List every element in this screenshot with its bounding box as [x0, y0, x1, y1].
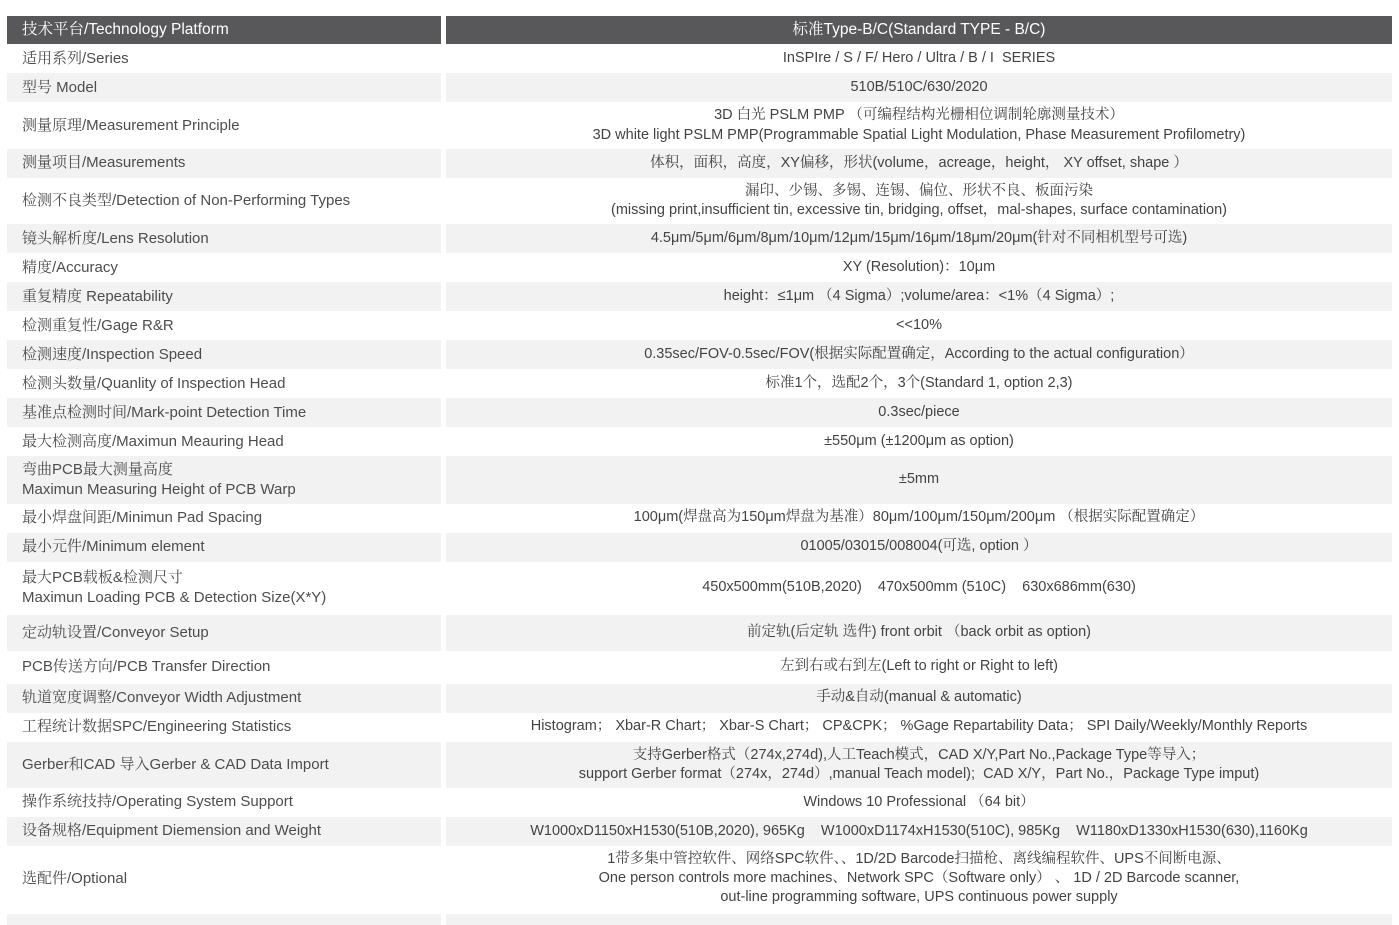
partial-value-cell [446, 914, 1392, 925]
row-label: 设备规格/Equipment Diemension and Weight [7, 817, 441, 846]
row-label: 最大检测高度/Maximun Meauring Head [22, 432, 284, 450]
row-label: 镜头解析度/Lens Resolution [7, 224, 441, 253]
table-row [7, 713, 1392, 742]
row-label: 型号 Model [7, 73, 441, 102]
row-label: 检测头数量/Quanlity of Inspection Head [22, 374, 286, 392]
row-value: ±5mm [446, 456, 1392, 504]
table-row [7, 44, 1392, 73]
header-platform-cell: 技术平台/Technology Platform [7, 16, 441, 44]
row-label: 测量项目/Measurements [7, 149, 441, 178]
row-value: InSPIre / S / F/ Hero / Ultra / B / I SERIES [782, 50, 1056, 67]
table-row [7, 504, 1392, 533]
row-value: 体积，面积，高度，XY偏移，形状(volume，acreage，height， XY offset, shape ） [446, 149, 1392, 178]
row-value: 01005/03015/008004(可选, option ） [446, 533, 1392, 562]
table-row [7, 562, 1392, 615]
row-value: 0.3sec/piece [446, 398, 1392, 427]
row-label: 检测不良类型/Detection of Non-Performing Types [22, 191, 351, 209]
table-row [7, 427, 1392, 456]
table-row [7, 456, 1392, 504]
table-row [7, 340, 1392, 369]
table-row [7, 615, 1392, 651]
partial-label-cell [7, 914, 441, 925]
row-value: 左到右或右到左(Left to right or Right to left) [780, 658, 1058, 675]
row-label: Gerber和CAD 导入Gerber & CAD Data Import [7, 742, 441, 788]
row-label: 最小焊盘间距/Minimun Pad Spacing [22, 509, 263, 527]
table-row [7, 788, 1392, 817]
table-row [7, 817, 1392, 846]
spec-rows [7, 44, 1392, 911]
table-row [7, 369, 1392, 398]
row-label: 定动轨设置/Conveyor Setup [7, 615, 441, 651]
row-value: 510B/510C/630/2020 [446, 73, 1392, 102]
row-value: 450x500mm(510B,2020) 470x500mm (510C) 630x686mm(630) [702, 579, 1136, 596]
row-value: ±550μm (±1200μm as option) [824, 432, 1014, 449]
row-label: 基准点检测时间/Mark-point Detection Time [7, 398, 441, 427]
row-value: 100μm(焊盘高为150μm焊盘为基准）80μm/100μm/150μm/200μm （根据实际配置确定） [633, 509, 1205, 526]
table-row [7, 253, 1392, 282]
row-value: 3D 白光 PSLM PMP （可编程结构光栅相位调制轮廓测量技术） 3D white light PSLM PMP(Programmable Spatial Light Modulation, Phase Measurement Profilometry) [592, 107, 1246, 143]
row-value: W1000xD1150xH1530(510B,2020), 965Kg W1000xD1174xH1530(510C), 985Kg W1180xD1330xH1530(630),1160Kg [446, 817, 1392, 846]
row-value: 手动&自动(manual & automatic) [446, 684, 1392, 713]
row-label: 重复精度 Repeatability [7, 282, 441, 311]
row-label: 适用系列/Series [22, 50, 129, 68]
row-value: 1带多集中管控软件、网络SPC软件、、1D/2D Barcode扫描枪、离线编程软件、UPS不间断电源、 One person controls more machines、Network SPC（Software only） 、 1D / 2D Barcode scanner, out-line programming software, UPS continuous power supply [598, 850, 1240, 906]
header-type-cell: 标准Type-B/C(Standard TYPE - B/C) [446, 16, 1392, 44]
row-value: 4.5μm/5μm/6μm/8μm/10μm/12μm/15μm/16μm/18μm/20μm(针对不同相机型号可选) [446, 224, 1392, 253]
row-label: 操作系统技持/Operating System Support [22, 793, 293, 811]
row-value: 标准1个，选配2个，3个(Standard 1, option 2,3) [765, 374, 1073, 391]
row-value: 前定轨(后定轨 选件) front orbit （back orbit as option) [446, 615, 1392, 651]
row-label: 最小元件/Minimum element [7, 533, 441, 562]
row-value: <<10% [896, 316, 942, 333]
table-header [7, 16, 1392, 44]
row-value: 0.35sec/FOV-0.5sec/FOV(根据实际配置确定，According to the actual configuration） [446, 340, 1392, 369]
table-row [7, 742, 1392, 788]
table-row [7, 533, 1392, 562]
row-label: 测量原理/Measurement Principle [22, 116, 240, 134]
row-label: 精度/Accuracy [22, 258, 118, 276]
row-value: height：≤1μm （4 Sigma）;volume/area：<1%（4 Sigma）; [446, 282, 1392, 311]
table-row [7, 149, 1392, 178]
row-label: 弯曲PCB最大测量高度 Maximun Measuring Height of PCB Warp [7, 456, 441, 504]
table-row [7, 282, 1392, 311]
table-row [7, 102, 1392, 148]
row-label: 最大PCB载板&检测尺寸 Maximun Loading PCB & Detection Size(X*Y) [22, 569, 327, 607]
table-row [7, 311, 1392, 340]
row-label: 轨道宽度调整/Conveyor Width Adjustment [7, 684, 441, 713]
row-value: Histogram； Xbar-R Chart； Xbar-S Chart； CP&CPK； %Gage Repartability Data； SPI Daily/Weekly/Monthly Reports [530, 718, 1308, 735]
table-row [7, 651, 1392, 684]
row-value: XY (Resolution)：10μm [842, 258, 996, 275]
row-value: 漏印、少锡、多锡、连锡、偏位、形状不良、板面污染 (missing print,insufficient tin, excessive tin, bridging, offset，mal-shapes, surface contamination) [611, 182, 1227, 218]
partial-next-row [7, 914, 1392, 925]
row-label: 检测速度/Inspection Speed [7, 340, 441, 369]
row-label: 选配件/Optional [22, 869, 128, 887]
row-label: 检测重复性/Gage R&R [22, 316, 174, 334]
table-row [7, 73, 1392, 102]
row-value: Windows 10 Professional （64 bit） [803, 793, 1035, 810]
row-label: 工程统计数据SPC/Engineering Statistics [22, 718, 292, 736]
row-value: 支持Gerber格式（274x,274d),人工Teach模式，CAD X/Y,Part No.,Package Type等导入； support Gerber format（274x，274d）,manual Teach model); CAD X/Y，Part No.，Package Type imput) [446, 742, 1392, 788]
table-row [7, 684, 1392, 713]
table-row [7, 178, 1392, 224]
table-row [7, 846, 1392, 911]
table-row [7, 224, 1392, 253]
row-label: PCB传送方向/PCB Transfer Direction [22, 658, 271, 676]
table-row [7, 398, 1392, 427]
